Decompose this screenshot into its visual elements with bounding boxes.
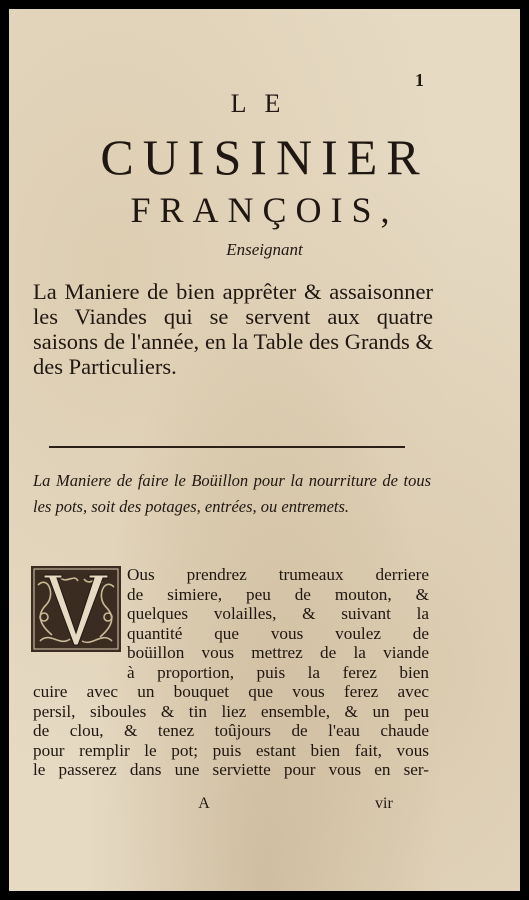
catchword: vir <box>375 795 393 812</box>
title-line-cuisinier: CUISINIER <box>100 129 429 185</box>
title-line-francois: FRANÇOIS, <box>130 190 399 230</box>
body-text <box>33 565 429 780</box>
divider-rule <box>49 446 405 448</box>
signature-mark: A <box>198 795 210 812</box>
title-line-le: LE <box>230 89 299 118</box>
body-line: boüillon vous mettrez de la viande <box>127 643 429 662</box>
body-line: cuire avec un bouquet que vous ferez avec <box>33 682 429 701</box>
title-description: La Maniere de bien apprêter & assaisonner les Viandes qui se servent aux quatre saisons de l'année, en la Table des Grands & des Particuliers. <box>33 279 433 379</box>
body-line: persil, siboules & tin liez ensemble, & un peu <box>33 701 429 721</box>
body-line: de simiere, peu de mouton, & <box>127 584 429 604</box>
body-line: à proportion, puis la ferez bien <box>127 662 429 682</box>
body-line: quelques volailles, & suivant la <box>127 604 429 623</box>
body-line: le passerez dans une serviette pour vous en ser- <box>33 760 429 779</box>
body-line: pour remplir le pot; puis estant bien fait, vous <box>33 740 429 760</box>
body-line: quantité que vous voulez de <box>127 623 429 643</box>
book-page <box>9 9 520 891</box>
title-subtitle: Enseignant <box>226 240 303 259</box>
section-heading: La Maniere de faire le Boüillon pour la nourriture de tous les pots, soit des potages, entrées, ou entremets. <box>33 471 431 516</box>
body-line: de clou, & tenez toûjours de l'eau chaude <box>33 721 429 740</box>
page-number: 1 <box>415 70 424 90</box>
body-line: Ous prendrez trumeaux derriere <box>127 565 429 584</box>
